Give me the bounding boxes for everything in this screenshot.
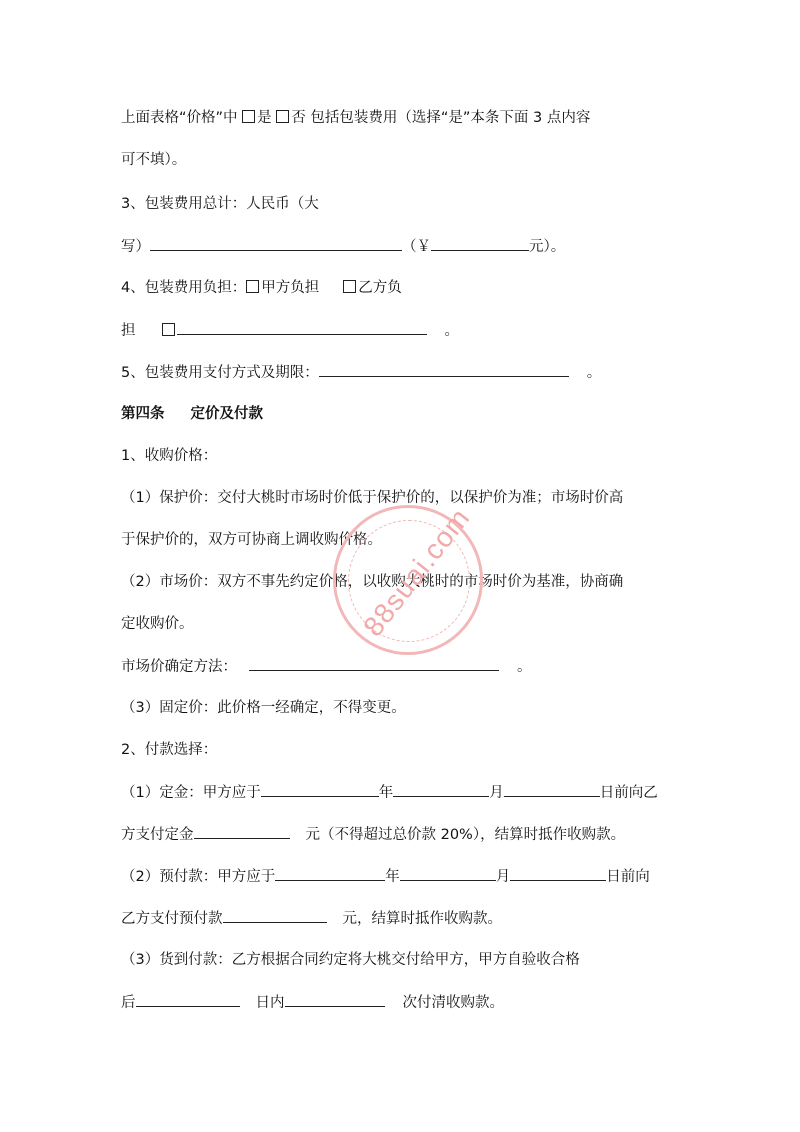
- checkbox-yes[interactable]: [242, 110, 255, 123]
- checkbox-party-b[interactable]: [343, 280, 356, 293]
- line-prepayment-cont: 乙方支付预付款 元，结算时抵作收购款。: [121, 908, 502, 929]
- checkbox-other[interactable]: [162, 323, 175, 336]
- prepay-year-blank[interactable]: [275, 866, 385, 881]
- prepay-day-blank[interactable]: [510, 866, 606, 881]
- deposit-day-blank[interactable]: [504, 782, 600, 797]
- line-cash-on-delivery-cont: 后 日内 次付清收购款。: [121, 992, 504, 1013]
- watermark-text: 88suai.com: [357, 502, 476, 643]
- line-packaging-bearer-cont: 担 。: [121, 320, 459, 341]
- line-packaging-total-amount: 写） （￥ 元）。: [121, 236, 565, 257]
- line-packaging-payment: 5、包装费用支付方式及期限： 。: [121, 362, 601, 383]
- line-cash-on-delivery: （3）货到付款：乙方根据合同约定将大桃交付给甲方，甲方自验收合格: [121, 952, 580, 968]
- amount-number-blank[interactable]: [431, 236, 529, 251]
- checkbox-party-a[interactable]: [246, 280, 259, 293]
- deposit-month-blank[interactable]: [393, 782, 489, 797]
- prepay-month-blank[interactable]: [400, 866, 496, 881]
- line-market-price-cont: 定收购价。: [121, 616, 194, 632]
- checkbox-no[interactable]: [276, 110, 289, 123]
- line-protect-price-cont: 于保护价的，双方可协商上调收购价格。: [121, 532, 382, 548]
- line-market-price-method: 市场价确定方法： 。: [121, 656, 532, 677]
- line-optional-note: 可不填）。: [121, 152, 187, 168]
- deposit-amount-blank[interactable]: [194, 824, 290, 839]
- line-purchase-price: 1、收购价格：: [121, 448, 218, 464]
- line-deposit-cont: 方支付定金 元（不得超过总价款 20%），结算时抵作收购款。: [121, 824, 625, 845]
- prepay-amount-blank[interactable]: [223, 908, 327, 923]
- line-market-price: （2）市场价：双方不事先约定价格，以收购大桃时的市场时价为基准，协商确: [121, 574, 624, 590]
- cod-days-blank[interactable]: [136, 992, 240, 1007]
- amount-uppercase-blank[interactable]: [150, 236, 402, 251]
- line-payment-choice: 2、付款选择：: [121, 742, 218, 758]
- watermark-seal: [333, 502, 483, 655]
- line-deposit: （1）定金：甲方应于 年 月 日前向乙: [121, 782, 658, 803]
- deposit-year-blank[interactable]: [261, 782, 379, 797]
- line-prepayment: （2）预付款：甲方应于 年 月 日前向: [121, 866, 650, 887]
- payment-method-blank[interactable]: [319, 362, 569, 377]
- line-price-include-packaging: 上面表格“价格”中 是 否 包括包装费用（选择“是”本条下面 3 点内容: [121, 110, 591, 126]
- line-packaging-bearer: 4、包装费用负担： 甲方负担 乙方负: [121, 280, 402, 296]
- cod-times-blank[interactable]: [285, 992, 385, 1007]
- line-fixed-price: （3）固定价：此价格一经确定，不得变更。: [121, 700, 406, 716]
- line-protect-price: （1）保护价：交付大桃时市场时价低于保护价的，以保护价为准；市场时价高: [121, 490, 624, 506]
- section-heading-article-4: 第四条 定价及付款: [121, 406, 263, 422]
- bearer-other-blank[interactable]: [177, 320, 427, 335]
- line-packaging-total: 3、包装费用总计：人民币（大: [121, 196, 319, 212]
- market-method-blank[interactable]: [249, 656, 499, 671]
